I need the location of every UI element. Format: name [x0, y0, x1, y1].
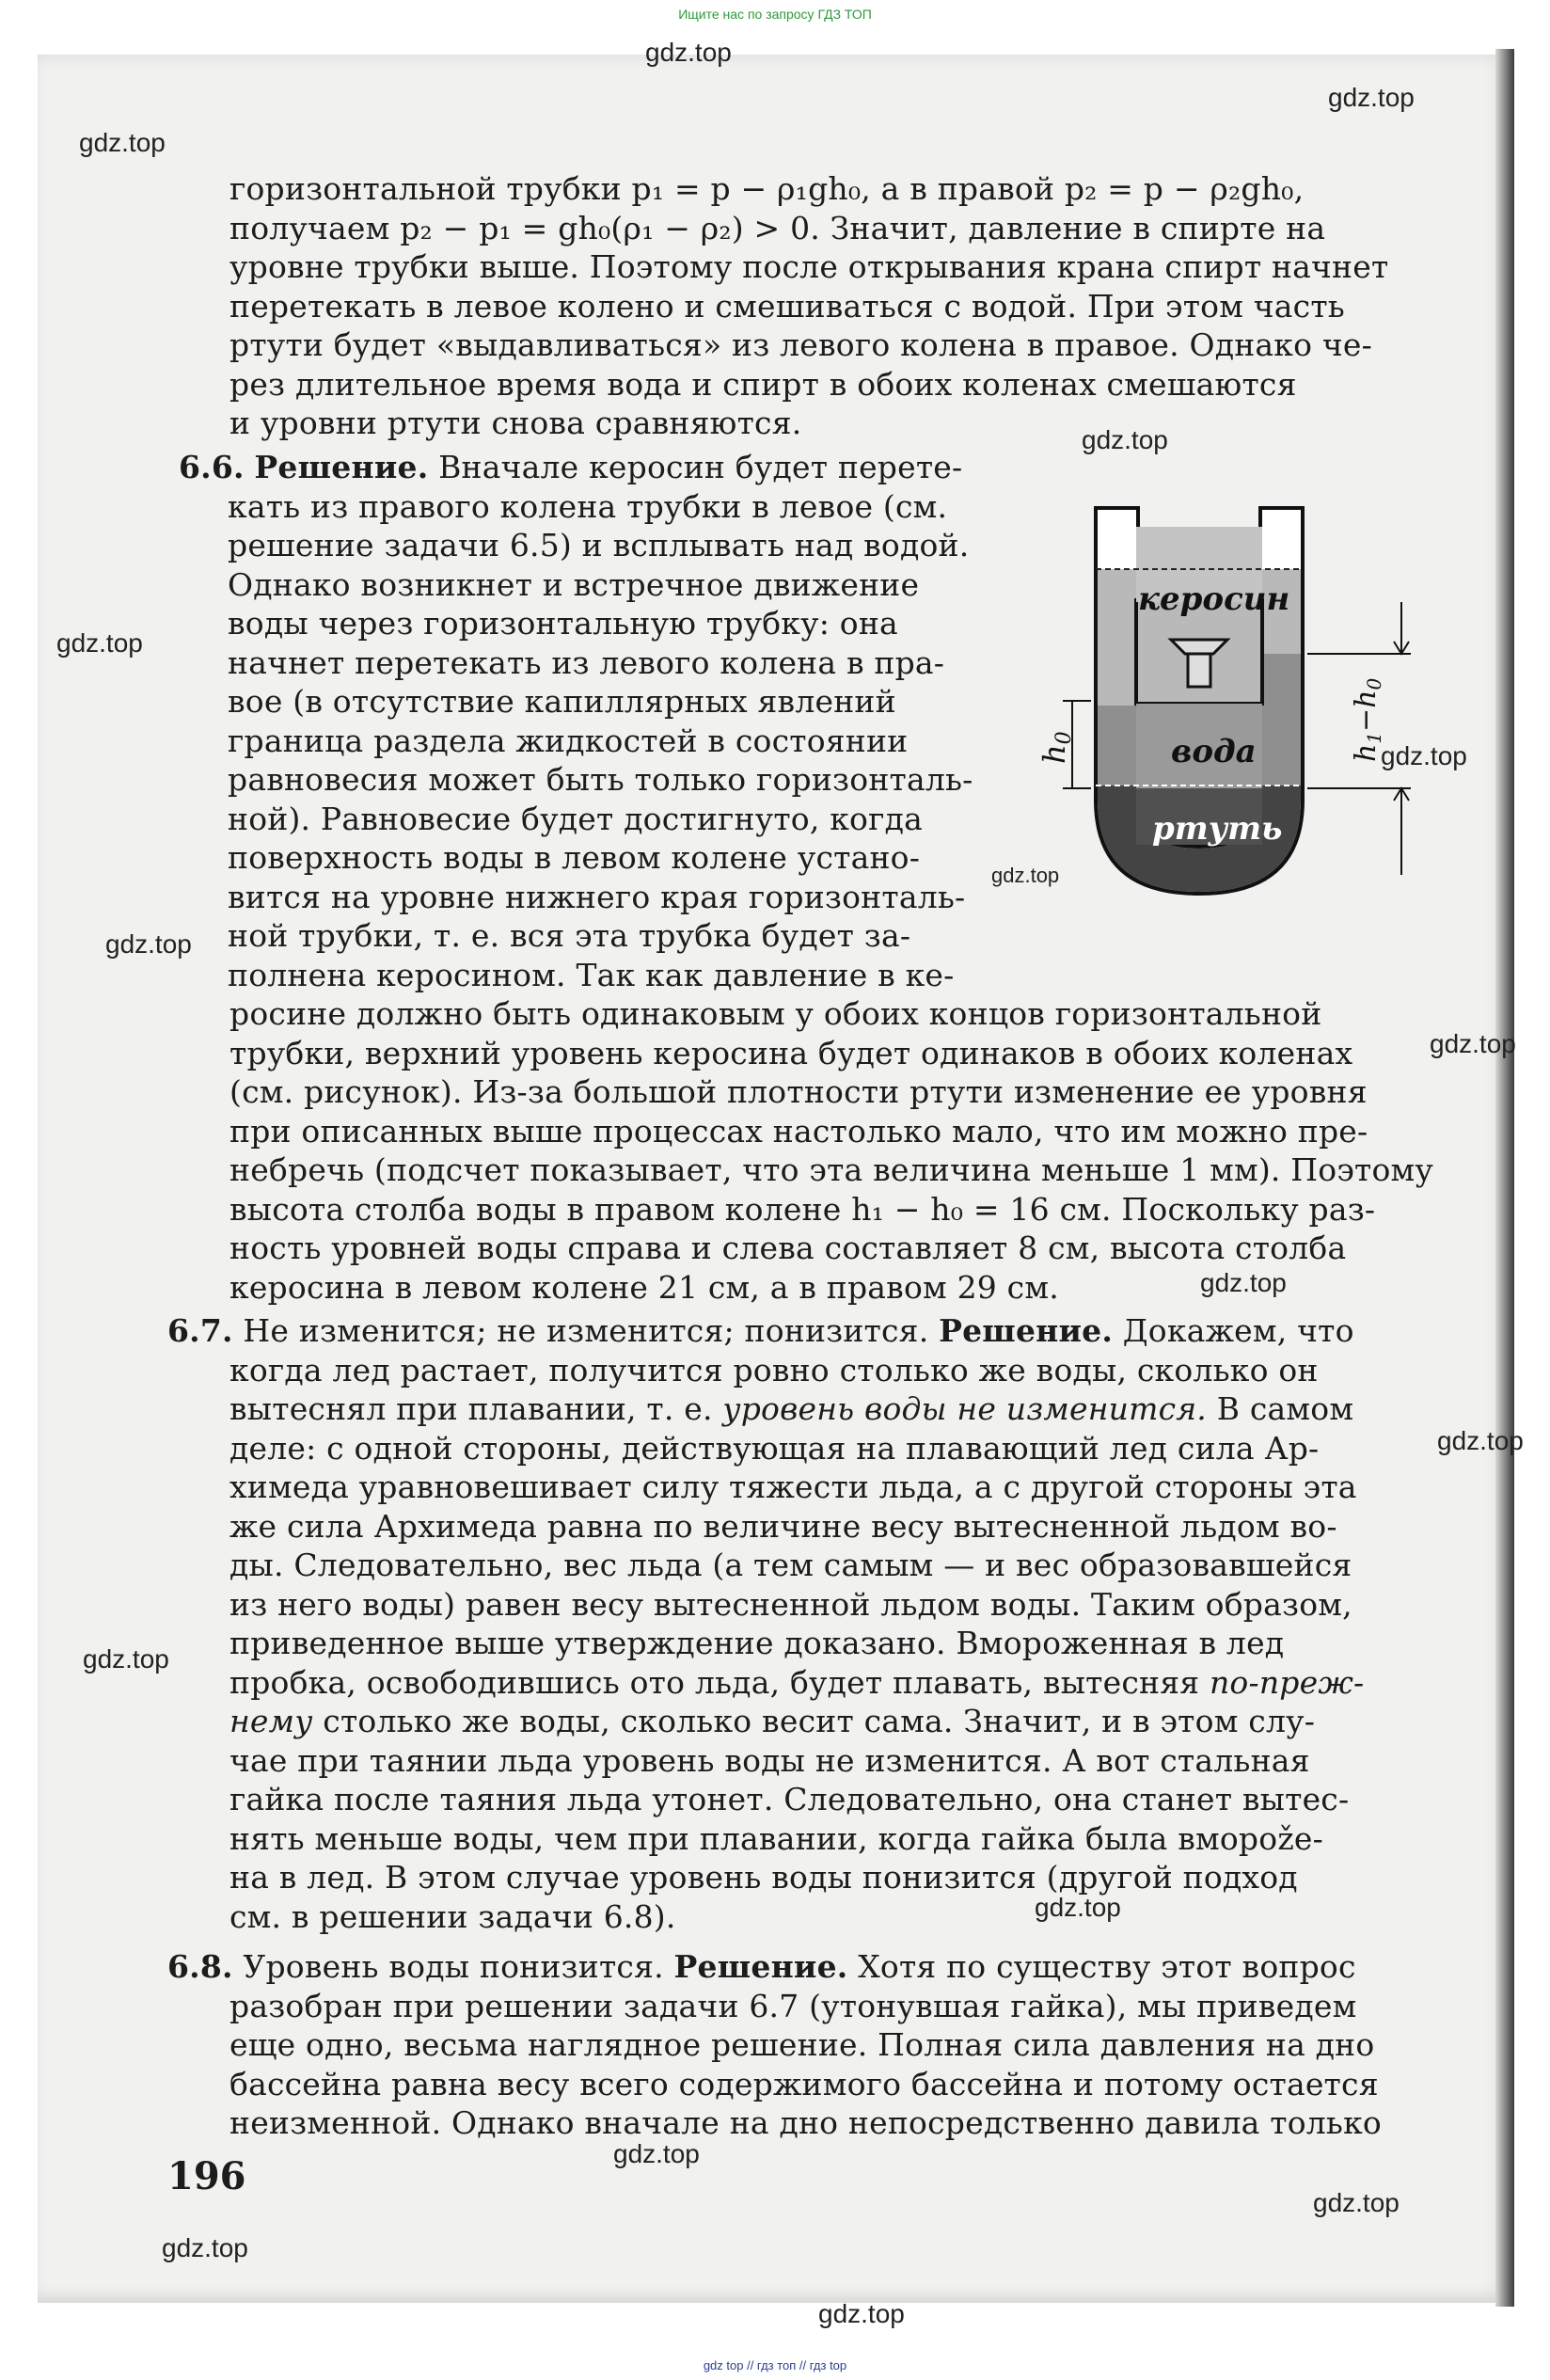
text-line: граница раздела жидкостей в состоянии	[228, 722, 909, 759]
water-left	[1098, 706, 1136, 785]
text-line: воды через горизонтальную трубку: она	[228, 605, 898, 642]
bottom-banner: gdz top // гдз топ // гдз top	[703, 2358, 847, 2372]
text-line	[167, 1947, 1428, 1987]
text-line: же сила Архимеда равна по величине весу вытесненной льдом во-	[229, 1507, 1337, 1545]
watermark: gdz.top	[1035, 1893, 1121, 1922]
text-line: равновесия может быть только горизонталь-	[228, 761, 973, 798]
text-fragment: Не изменится; не изменится; понизится.	[232, 1312, 940, 1349]
watermark: gdz.top	[1313, 2188, 1400, 2217]
text-line: перетекать в левое колено и смешиваться с водой. При этом часть	[229, 287, 1345, 325]
text-line: из него воды) равен весу вытесненной льдом воды. Таким образом,	[229, 1585, 1352, 1623]
text-line: горизонтальной трубки p₁ = p − ρ₁gh₀, а в правой p₂ = p − ρ₂gh₀,	[229, 170, 1305, 207]
text-line: (см. рисунок). Из-за большой плотности ртути изменение ее уровня	[229, 1073, 1368, 1110]
text-fragment: В самом	[1207, 1390, 1354, 1427]
watermark: gdz.top	[645, 38, 732, 67]
text-line	[229, 1663, 1428, 1703]
text-line: получаем p₂ − p₁ = gh₀(ρ₁ − ρ₂) > 0. Значит, давление в спирте на	[229, 209, 1326, 246]
text-line: неизменной. Однако вначале на дно непосредственно давила только	[229, 2104, 1382, 2141]
text-line: рез длительное время вода и спирт в обоих коленах смешаются	[229, 365, 1297, 403]
watermark: gdz.top	[83, 1644, 169, 1674]
u-tube-figure	[1035, 489, 1430, 931]
text-line: уровне трубки выше. Поэтому после открывания крана спирт начнет	[229, 248, 1389, 285]
text-line: небречь (подсчет показывает, что эта величина меньше 1 мм). Поэтому	[229, 1151, 1434, 1188]
watermark: gdz.top	[79, 128, 166, 157]
text-line: Однако возникнет и встречное движение	[228, 565, 920, 603]
text-line: бассейна равна весу всего содержимого бассейна и потому остается	[229, 2065, 1379, 2102]
text-line: начнет перетекать из левого колена в пра-	[228, 643, 945, 681]
solution-6-8	[167, 1947, 1428, 2143]
text-fragment: Хотя по существу этот вопрос	[847, 1948, 1356, 1985]
watermark: gdz.top	[1200, 1268, 1287, 1297]
text-line: кать из правого колена трубки в левое (см.	[228, 487, 948, 525]
text-line: и уровни ртути снова сравняются.	[229, 405, 802, 441]
text-fragment: Уровень воды понизится.	[232, 1948, 674, 1985]
water-right	[1262, 654, 1301, 785]
text-line: приведенное выше утверждение доказано. Вмороженная в лед	[229, 1625, 1285, 1661]
watermark: gdz.top	[613, 2139, 700, 2168]
text-line: см. в решении задачи 6.8).	[229, 1897, 676, 1935]
text-line	[229, 1389, 1428, 1429]
watermark: gdz.top	[56, 628, 143, 658]
text-line: росине должно быть одинаковым у обоих концов горизонтальной	[229, 995, 1322, 1032]
watermark: gdz.top	[105, 929, 192, 959]
text-line: керосина в левом колене 21 см, а в правом 29 см.	[229, 1268, 1059, 1306]
text-line: ртути будет «выдавливаться» из левого колена в правое. Однако че-	[229, 326, 1372, 363]
text-fragment: Вначале керосин будет перете-	[428, 449, 963, 485]
text-line: полнена керосином. Так как давление в ке-	[228, 956, 955, 993]
text-line: химеда уравновешивает силу тяжести льда, а с другой стороны эта	[229, 1468, 1357, 1505]
text-line: гайка после таяния льда утонет. Следовательно, она станет вытес-	[229, 1781, 1350, 1817]
watermark: gdz.top	[991, 864, 1060, 887]
text-line: когда лед растает, получится ровно столько же воды, сколько он	[229, 1351, 1319, 1388]
text-line: еще одно, весьма наглядное решение. Полная сила давления на дно	[229, 2026, 1375, 2063]
text-line	[167, 1311, 1428, 1351]
problem-number: 6.6.	[179, 449, 245, 485]
text-line: ды. Следовательно, вес льда (а тем самым — и вес образовавшейся	[229, 1547, 1352, 1583]
problem-number: 6.7.	[167, 1312, 233, 1349]
text-line: трубки, верхний уровень керосина будет одинаков в обоих коленах	[229, 1034, 1353, 1071]
watermark: gdz.top	[818, 2299, 905, 2328]
text-line	[229, 1702, 1428, 1741]
text-line: при описанных выше процессах настолько мало, что им можно пре-	[229, 1112, 1368, 1150]
text-line: на в лед. В этом случае уровень воды понизится (другой подход	[229, 1859, 1298, 1896]
text-fragment: вытеснял при плавании, т. е.	[229, 1390, 723, 1427]
solution-label: Решение.	[254, 449, 429, 485]
intro-paragraph	[229, 169, 1424, 443]
solution-6-6-narrow	[179, 448, 1006, 994]
stopcock-stem	[1188, 654, 1210, 687]
text-line: чае при таянии льда уровень воды не изменится. А вот стальная	[229, 1741, 1310, 1779]
kerosene-label: керосин	[1138, 580, 1290, 618]
italic-fragment: по-преж-	[1209, 1663, 1365, 1701]
text-line: решение задачи 6.5) и всплывать над водой.	[228, 527, 970, 563]
page-number: 196	[167, 2154, 246, 2198]
watermark: gdz.top	[1430, 1029, 1516, 1058]
problem-number: 6.8.	[167, 1948, 233, 1985]
text-line: поверхность воды в левом колене устано-	[228, 839, 921, 876]
text-fragment: Докажем, что	[1113, 1312, 1354, 1349]
text-line: ной трубки, т. е. вся эта трубка будет за-	[228, 917, 911, 954]
top-banner: Ищите нас по запросу ГДЗ ТОП	[678, 7, 872, 22]
h1-minus-h0-label: $h_1-h_0$	[1350, 677, 1385, 762]
text-line	[179, 448, 1006, 487]
text-line: вится на уровне нижнего края горизонталь-	[228, 878, 966, 915]
text-line: ной). Равновесие будет достигнуто, когда	[228, 800, 924, 837]
water-label: вода	[1171, 733, 1257, 770]
watermark: gdz.top	[1328, 83, 1415, 112]
text-line: высота столба воды в правом колене h₁ − h₀ = 16 см. Поскольку раз-	[229, 1190, 1376, 1228]
text-fragment: столько же воды, сколько весит сама. Значит, и в этом слу-	[312, 1703, 1316, 1739]
text-line: нять меньше воды, чем при плавании, когда гайка была вморože-	[229, 1819, 1323, 1857]
watermark: gdz.top	[1082, 425, 1168, 454]
page-edge-shadow	[1495, 49, 1514, 2307]
text-line: ность уровней воды справа и слева составляет 8 см, высота столба	[229, 1230, 1347, 1266]
watermark: gdz.top	[1437, 1426, 1524, 1455]
solution-label: Решение.	[673, 1948, 848, 1985]
watermark: gdz.top	[1381, 741, 1467, 770]
text-line: разобран при решении задачи 6.7 (утонувшая гайка), мы приведем	[229, 1987, 1357, 2024]
text-fragment: пробка, освободившись ото льда, будет плавать, вытесняя	[229, 1663, 1210, 1701]
solution-6-6-wide	[229, 994, 1434, 1307]
h0-label: h0	[1036, 731, 1076, 764]
italic-fragment: нему	[229, 1703, 313, 1739]
watermark: gdz.top	[162, 2233, 248, 2262]
solution-label: Решение.	[939, 1312, 1114, 1349]
text-line: деле: с одной стороны, действующая на плавающий лед сила Ар-	[229, 1429, 1320, 1467]
solution-6-7	[167, 1311, 1428, 1936]
mercury-label: ртуть	[1152, 810, 1283, 848]
italic-fragment: уровень воды не изменится.	[722, 1390, 1207, 1427]
text-line: вое (в отсутствие капиллярных явлений	[228, 683, 896, 720]
